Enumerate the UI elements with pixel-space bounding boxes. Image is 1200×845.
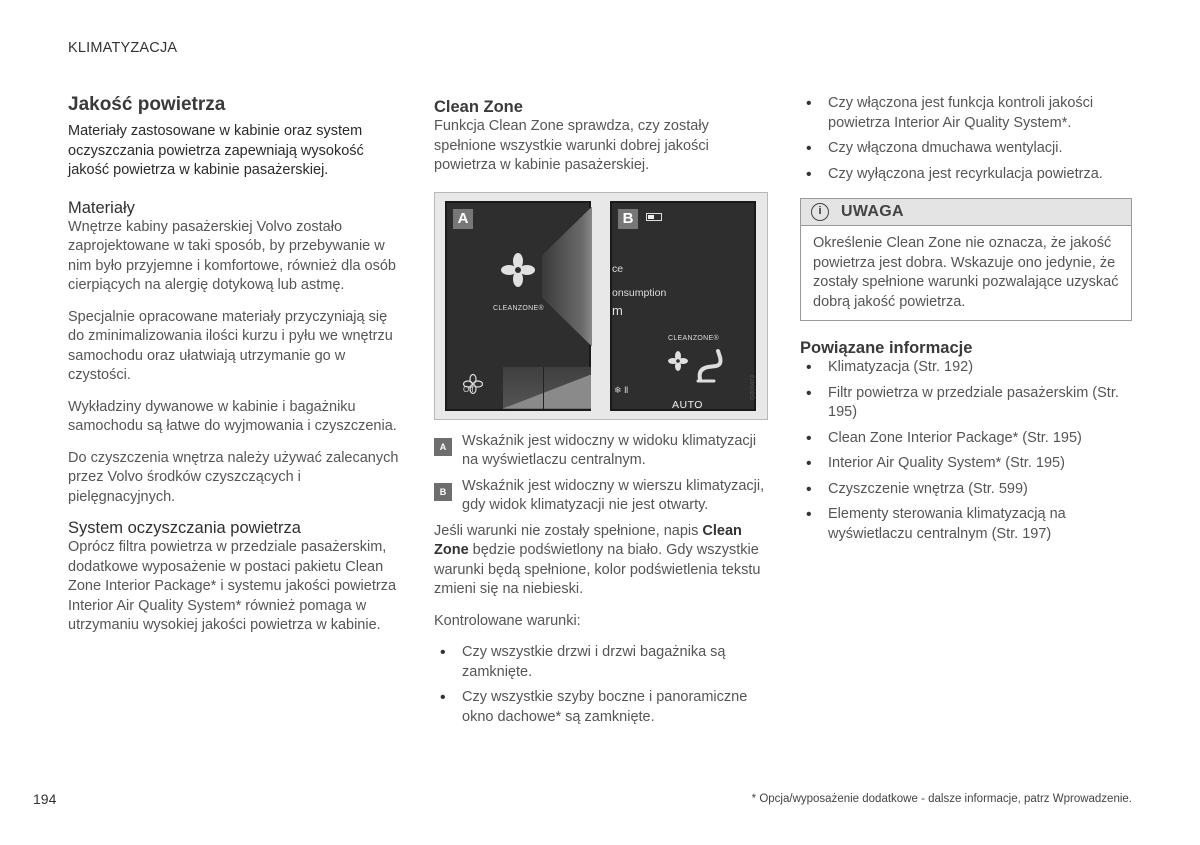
column-middle <box>434 94 769 733</box>
key-a-text: Wskaźnik jest widoczny w widoku klimatyzacji na wyświetlaczu centralnym. <box>462 432 757 468</box>
related-heading: Powiązane informacje <box>800 339 973 357</box>
condition-text-bold: Clean Zone <box>434 522 742 558</box>
related-link[interactable]: • Clean Zone Interior Package* (Str. 195) <box>800 429 1132 449</box>
note-text: Określenie Clean Zone nie oznacza, że jakość powietrza jest dobra. Wskazuje ono jedynie, że zostały spełnione warunki pozwalające uzyskać dobrą jakość powietrza. <box>813 235 1119 310</box>
materials-paragraph-1: Wnętrze kabiny pasażerskiej Volvo zostało zaprojektowane w taki sposób, by przebywanie w nim było przyjemne i komfortowe, również dla osób cierpiących na alergię dotykową lub astmę. <box>68 218 396 293</box>
key-b <box>434 477 769 516</box>
fan-icon <box>501 253 535 287</box>
materials-paragraph-2: Specjalnie opracowane materiały przyczyniają się do zminimalizowania ilości kurzu i pyłu we wnętrzu samochodu oraz ułatwiają utrzymanie go w czystości. <box>68 308 393 383</box>
key-b-text: Wskaźnik jest widoczny w wierszu klimatyzacji, gdy widok klimatyzacji nie jest otwarty. <box>462 477 765 513</box>
fan-off-label: Off <box>463 384 474 394</box>
fan-icon-small <box>668 351 688 371</box>
condition-paragraph <box>434 522 769 600</box>
page-header: KLIMATYZACJA <box>68 40 178 56</box>
key-a-badge: A <box>434 438 452 456</box>
strip-divider <box>543 367 544 409</box>
page-number: 194 <box>33 791 57 807</box>
related-link[interactable]: • Klimatyzacja (Str. 192) <box>800 358 1132 378</box>
note-header <box>801 199 1131 226</box>
column-left <box>68 94 403 648</box>
materials-heading: Materiały <box>68 198 135 217</box>
related-link[interactable]: • Elementy sterowania klimatyzacją na wyświetlaczu centralnym (Str. 197) <box>800 505 1132 544</box>
auto-label: AUTO <box>672 398 703 411</box>
conditions-list-1 <box>434 643 769 727</box>
system-heading: System oczyszczania powietrza <box>68 519 301 537</box>
list-item: • Czy wszystkie szyby boczne i panoramiczne okno dachowe* są zamknięte. <box>434 688 769 727</box>
figure-code: G000473 <box>751 374 757 400</box>
footnote: * Opcja/wyposażenie dodatkowe - dalsze informacje, patrz Wprowadzenie. <box>751 793 1132 805</box>
screen-a <box>445 201 591 411</box>
list-item: • Czy włączona dmuchawa wentylacji. <box>800 139 1132 159</box>
related-link[interactable]: • Filtr powietrza w przedziale pasażerskim (Str. 195) <box>800 384 1132 423</box>
note-title: UWAGA <box>841 203 904 220</box>
key-b-badge: B <box>434 483 452 501</box>
screen-a-label: A <box>453 209 473 229</box>
clean-zone-intro: Funkcja Clean Zone sprawdza, czy zostały spełnione wszystkie warunki dobrej jakości powietrza w kabinie pasażerskiej. <box>434 118 709 173</box>
clean-zone-figure <box>434 192 768 420</box>
list-item: • Czy włączona jest funkcja kontroli jakości powietrza Interior Air Quality System*. <box>800 94 1132 133</box>
screen-b-text-1: ce <box>612 262 624 275</box>
screen-b <box>610 201 756 411</box>
airflow-beam <box>542 207 592 347</box>
condition-text-a: Jeśli warunki nie zostały spełnione, napis <box>434 522 703 539</box>
column-right <box>800 94 1132 550</box>
list-item: • Czy wszystkie drzwi i drzwi bagażnika są zamknięte. <box>434 643 769 682</box>
clean-zone-heading: Clean Zone <box>434 98 523 116</box>
screen-b-label: B <box>618 209 638 229</box>
related-list <box>800 358 1132 544</box>
materials-paragraph-3: Wykładziny dywanowe w kabinie i bagażniku samochodu są łatwe do wyjmowania i czyszczenia. <box>68 398 397 434</box>
conditions-list-2 <box>800 94 1132 184</box>
screen-b-text-3: m <box>612 302 623 318</box>
condition-text-b: będzie podświetlony na biało. Gdy wszystkie warunki będą spełnione, kolor podświetlenia tekstu zmieni się na niebieski. <box>434 542 761 597</box>
defrost-indicator: ❄ Ⅱ <box>614 384 629 395</box>
list-item: • Czy wyłączona jest recyrkulacja powietrza. <box>800 165 1132 185</box>
cleanzone-label-a: CLEANZONE® <box>493 304 544 312</box>
note-box <box>800 198 1132 321</box>
seat-airflow-icon <box>694 349 728 385</box>
related-link[interactable]: • Czyszczenie wnętrza (Str. 599) <box>800 480 1132 500</box>
checked-conditions-label: Kontrolowane warunki: <box>434 612 581 629</box>
materials-paragraph-4: Do czyszczenia wnętrza należy używać zalecanych przez Volvo środków czyszczących i pielęgnacyjnych. <box>68 449 399 505</box>
battery-icon <box>646 213 662 221</box>
system-paragraph: Oprócz filtra powietrza w przedziale pasażerskim, dodatkowe wyposażenie w postaci pakietu Clean Zone Interior Package* i systemu jakości powietrza Interior Air Quality System* również pomaga w utrzymaniu wysokiej jakości powietrza w kabinie. <box>68 539 397 633</box>
related-link[interactable]: • Interior Air Quality System* (Str. 195) <box>800 454 1132 474</box>
section-lead: Materiały zastosowane w kabinie oraz system oczyszczania powietrza zapewniają wysokość jakość powietrza w kabinie pasażerskiej. <box>68 123 364 178</box>
screen-b-text-2: onsumption <box>612 286 667 299</box>
info-icon: i <box>811 203 829 221</box>
cleanzone-label-b: CLEANZONE® <box>668 334 719 342</box>
key-a <box>434 432 769 471</box>
section-title: Jakość powietrza <box>68 94 226 115</box>
